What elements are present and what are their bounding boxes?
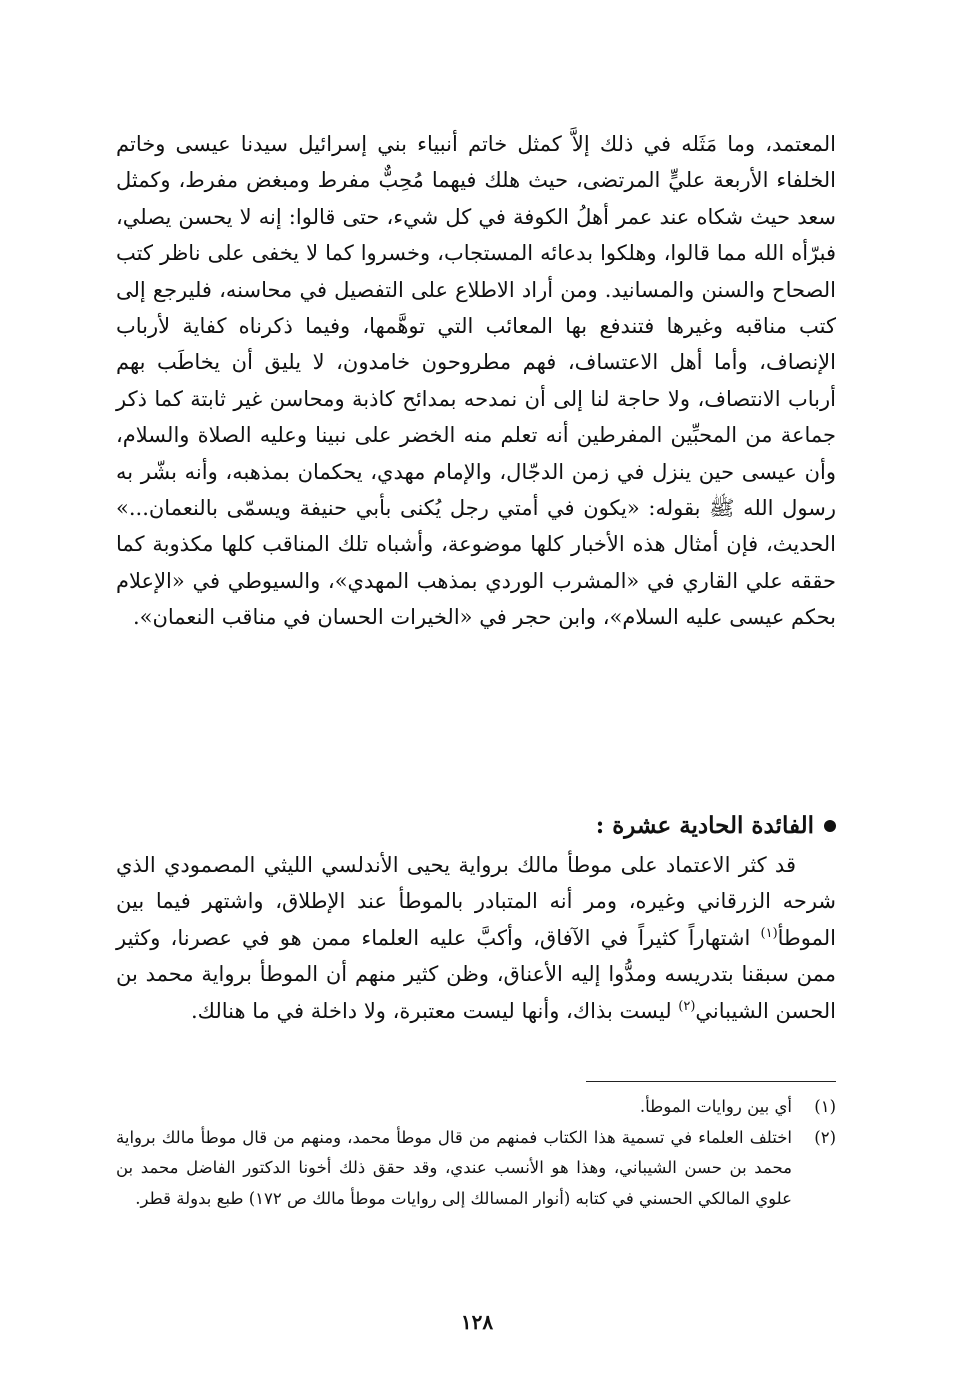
section-heading-text: الفائدة الحادية عشرة : — [595, 812, 814, 839]
main-paragraph: المعتمد، وما مَثَله في ذلك إلاَّ كمثل خاتم أنبياء بني إسرائيل سيدنا عيسى وخاتم الخلفاء الأربعة عليٍّ المرتضى، حيث هلك فيهما مُحِبٌّ مفرط ومبغض مفرط، وكمثل سعد حيث شكاه عند عمر أهلُ الكوفة في كل شيء، حتى قالوا: إنه لا يحسن يصلي، فبرّأه الله مما قالوا، وهلكوا بدعائه المستجاب، وخسروا كما لا يخفى على ناظر كتب الصحاح والسنن والمسانيد. ومن أراد الاطلاع على التفصيل في محاسنه، فليرجع إلى كتب مناقبه وغيرها فتندفع بها المعائب التي توهَّمها، وفيما ذكرناه كفاية لأرباب الإنصاف، وأما أهل الاعتساف، فهم مطروحون خامدون، لا يليق أن يخاطَب بهم أرباب الانتصاف، ولا حاجة لنا إلى أن نمدحه بمدائح كاذبة ومحاسن غير ثابتة كما ذكر جماعة من المحبِّين المفرطين أنه تعلم منه الخضر على نبينا وعليه الصلاة والسلام، وأن عيسى حين ينزل في زمن الدجّال، والإمام مهدي، يحكمان بمذهبه، وأنه بشّر به رسول الله ﷺ بقوله: «يكون في أمتي رجل يُكنى بأبي حنيفة ويسمّى بالنعمان...» الحديث، فإن أمثال هذه الأخبار كلها موضوعة، وأشباه تلك المناقب كلها مكذوبة كما حققه علي القاري في «المشرب الوردي بمذهب المهدي»، والسيوطي في «الإعلام بحكم عيسى عليه السلام»، وابن حجر في «الخيرات الحسان في مناقب النعمان». — [116, 132, 836, 630]
footnote-text: أي بين روايات الموطأ. — [639, 1097, 792, 1116]
footnote-text: اختلف العلماء في تسمية هذا الكتاب فمنهم من قال موطأ محمد، ومنهم من قال موطأ مالك برواية محمد بن حسن الشيباني، وهذا هو الأنسب عندي، وقد حقق ذلك أخونا الدكتور الفاضل محمد بن علوي المالكي الحسني في كتابه (أنوار المسالك إلى روايات موطأ مالك ص ١٧٢) طبع بدولة قطر. — [116, 1127, 792, 1208]
footnotes — [116, 1092, 836, 1214]
footnote-divider — [586, 1081, 836, 1082]
footnote-number: (٢) — [814, 1127, 836, 1147]
section-paragraph-part3: ليست بذاك، وأنها ليست معتبرة، ولا داخلة في ما هنالك. — [190, 998, 679, 1023]
footnote-number: (١) — [814, 1097, 836, 1116]
bullet-icon — [824, 820, 836, 832]
section-paragraph-part2: اشتهاراً كثيراً في الآفاق، وأكبَّ عليه العلماء ممن هو في عصرنا، وكثير ممن سبقنا بتدريسه ومدُّوا إليه الأعناق، وظن كثير منهم أن الموطأ برواية محمد بن الحسن الشيباني — [116, 925, 836, 1023]
footnote-2 — [116, 1123, 836, 1215]
section-paragraph — [116, 847, 836, 1029]
footnote-ref-1: (١) — [760, 925, 778, 941]
page-number: ١٢٨ — [460, 1310, 494, 1334]
footnote-ref-2: (٢) — [678, 998, 696, 1014]
section-heading — [116, 808, 836, 844]
section-paragraph-part1: قد كثر الاعتماد على موطأ مالك برواية يحيى الأندلسي الليثي المصمودي الذي شرحه الزرقاني وغيره، ومر أنه المتبادر بالموطأ عند الإطلاق، واشتهر فيما بين الموطأ — [116, 853, 836, 950]
footnote-1 — [116, 1092, 836, 1123]
